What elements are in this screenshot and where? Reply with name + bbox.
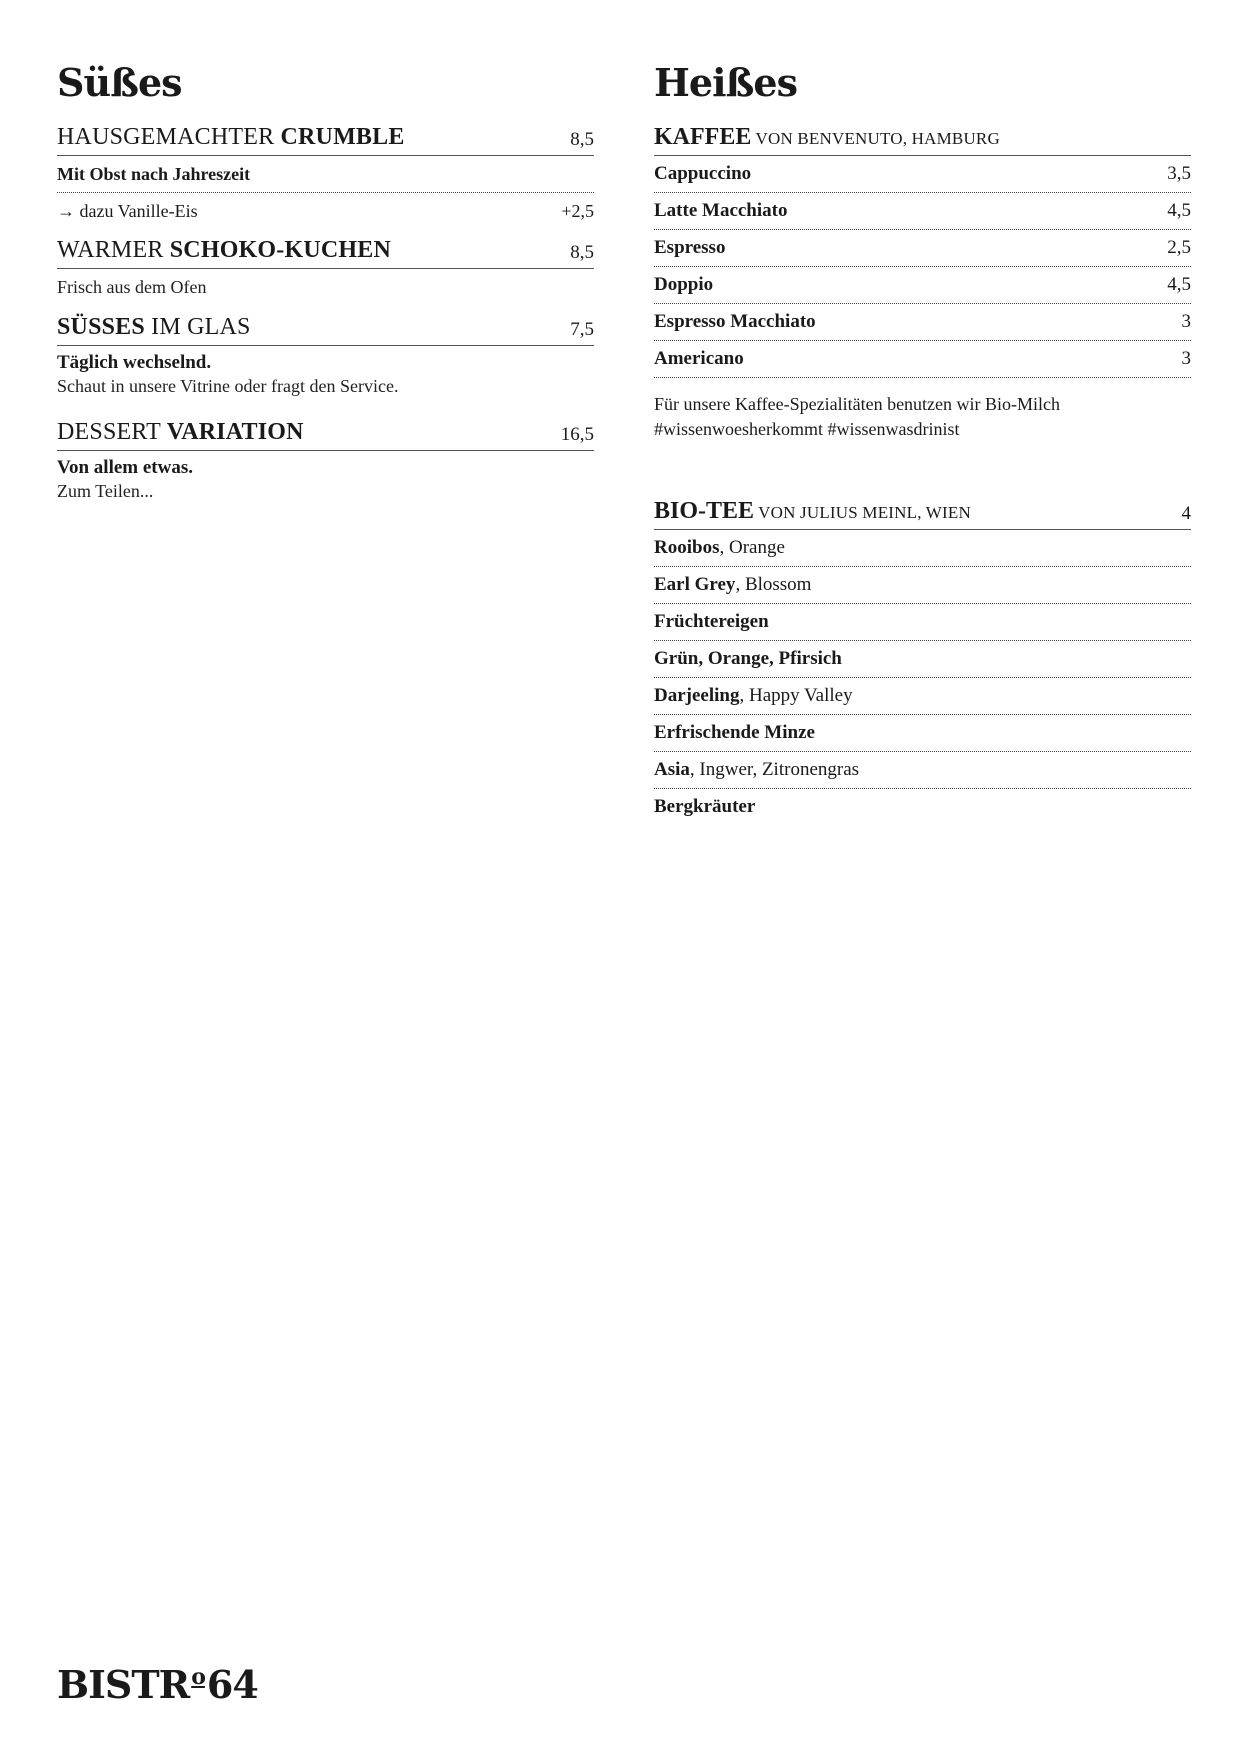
list-item: Darjeeling, Happy Valley bbox=[654, 678, 1191, 715]
item-description-bold: Täglich wechselnd. bbox=[57, 352, 212, 373]
item-name: HAUSGEMACHTER CRUMBLE bbox=[57, 124, 405, 150]
list-item: Rooibos, Orange bbox=[654, 530, 1191, 567]
hot-drinks-column bbox=[654, 58, 1191, 825]
section-title-suesses: Süßes bbox=[57, 60, 182, 105]
item-description: Mit Obst nach Jahreszeit bbox=[57, 156, 594, 193]
menu-item-suesses-im-glas bbox=[57, 314, 594, 399]
list-item: Espresso 2,5 bbox=[654, 230, 1191, 267]
list-item: Erfrischende Minze bbox=[654, 715, 1191, 752]
list-item: Früchtereigen bbox=[654, 604, 1191, 641]
item-price: 8,5 bbox=[570, 242, 594, 263]
coffee-list bbox=[654, 156, 1191, 378]
item-description: Schaut in unsere Vitrine oder fragt den Service. bbox=[57, 376, 399, 396]
item-description-bold: Von allem etwas. bbox=[57, 457, 193, 478]
section-title-heisses: Heißes bbox=[654, 60, 797, 105]
bistro-logo: BISTR$^o$64 bbox=[57, 1662, 258, 1707]
item-description: Frisch aus dem Ofen bbox=[57, 277, 207, 297]
list-item: Asia, Ingwer, Zitronengras bbox=[654, 752, 1191, 789]
tea-list bbox=[654, 530, 1191, 825]
list-item: Earl Grey, Blossom bbox=[654, 567, 1191, 604]
tea-group bbox=[654, 498, 1191, 825]
menu-item-dessert-variation bbox=[57, 419, 594, 504]
list-item: Americano 3 bbox=[654, 341, 1191, 378]
list-item: Espresso Macchiato 3 bbox=[654, 304, 1191, 341]
coffee-note: Für unsere Kaffee-Spezialitäten benutzen wir Bio-Milch #wissenwoesherkommt #wissenwasdrinist bbox=[654, 394, 1061, 439]
list-item: Grün, Orange, Pfirsich bbox=[654, 641, 1191, 678]
list-item: Bergkräuter bbox=[654, 796, 756, 817]
list-item: Latte Macchiato 4,5 bbox=[654, 193, 1191, 230]
group-title: KAFFEE VON BENVENUTO, HAMBURG bbox=[654, 124, 1000, 150]
menu-item-crumble bbox=[57, 124, 594, 229]
item-name: DESSERT VARIATION bbox=[57, 419, 304, 445]
menu-item-schoko-kuchen bbox=[57, 237, 594, 300]
item-price: 7,5 bbox=[570, 319, 594, 340]
addon-price: +2,5 bbox=[561, 200, 594, 221]
item-name: SÜSSES IM GLAS bbox=[57, 314, 251, 340]
group-title: BIO-TEE VON JULIUS MEINL, WIEN bbox=[654, 498, 971, 524]
group-price: 4 bbox=[1181, 503, 1191, 524]
item-price: 16,5 bbox=[560, 424, 594, 445]
list-item: Cappuccino 3,5 bbox=[654, 156, 1191, 193]
coffee-group bbox=[654, 124, 1191, 442]
item-name: WARMER SCHOKO-KUCHEN bbox=[57, 237, 392, 263]
item-price: 8,5 bbox=[570, 129, 594, 150]
item-description: Zum Teilen... bbox=[57, 481, 154, 501]
list-item: Doppio 4,5 bbox=[654, 267, 1191, 304]
addon-vanille-eis: → dazu Vanille-Eis +2,5 bbox=[57, 200, 594, 221]
desserts-column bbox=[57, 58, 594, 504]
